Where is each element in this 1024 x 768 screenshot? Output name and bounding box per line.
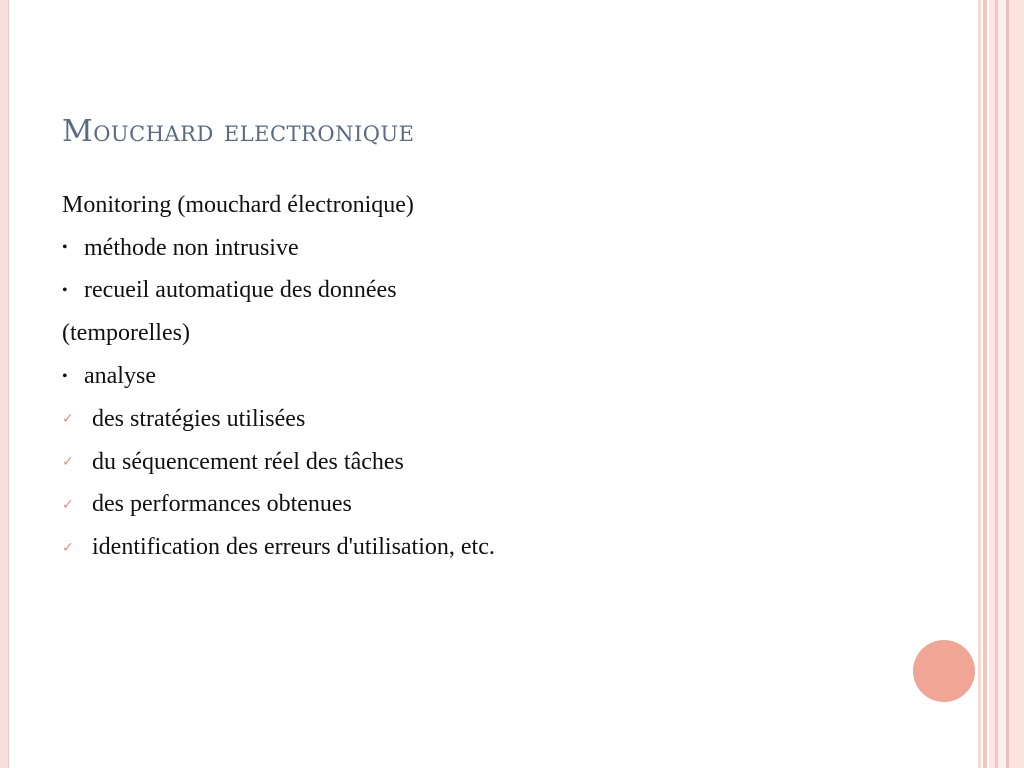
checkmark-icon: ✓ <box>62 496 74 513</box>
check-item <box>62 441 942 484</box>
check-item <box>62 526 942 569</box>
checkmark-icon: ✓ <box>62 411 74 428</box>
body-line <box>62 184 942 227</box>
bullet-text: recueil automatique des données <box>84 277 397 304</box>
right-decor-stripe <box>1009 0 1024 768</box>
bullet-dot-icon: • <box>62 281 68 299</box>
body-line <box>62 312 942 355</box>
line-text: Monitoring (mouchard électronique) <box>62 191 414 218</box>
check-text: du séquencement réel des tâches <box>92 448 404 475</box>
bullet-text: méthode non intrusive <box>84 234 299 261</box>
line-text: (temporelles) <box>62 320 190 347</box>
check-text: des stratégies utilisées <box>92 405 306 432</box>
bullet-item <box>62 227 942 270</box>
right-decor-stripe <box>978 0 981 768</box>
right-decor-stripe <box>998 0 1006 768</box>
slide-body <box>62 184 942 569</box>
checkmark-icon: ✓ <box>62 454 74 471</box>
check-item <box>62 398 942 441</box>
check-text: des performances obtenues <box>92 491 352 518</box>
bullet-item <box>62 270 942 313</box>
bullet-dot-icon: • <box>62 239 68 257</box>
bullet-item <box>62 355 942 398</box>
decorative-circle-icon <box>913 640 975 702</box>
bullet-text: analyse <box>84 363 156 390</box>
check-text: identification des erreurs d'utilisation, etc. <box>92 534 495 561</box>
right-decor-stripe <box>983 0 987 768</box>
bullet-dot-icon: • <box>62 367 68 385</box>
left-border-stripe <box>0 0 9 768</box>
check-item <box>62 484 942 527</box>
slide-title: Mouchard electronique <box>62 114 415 149</box>
checkmark-icon: ✓ <box>62 539 74 556</box>
